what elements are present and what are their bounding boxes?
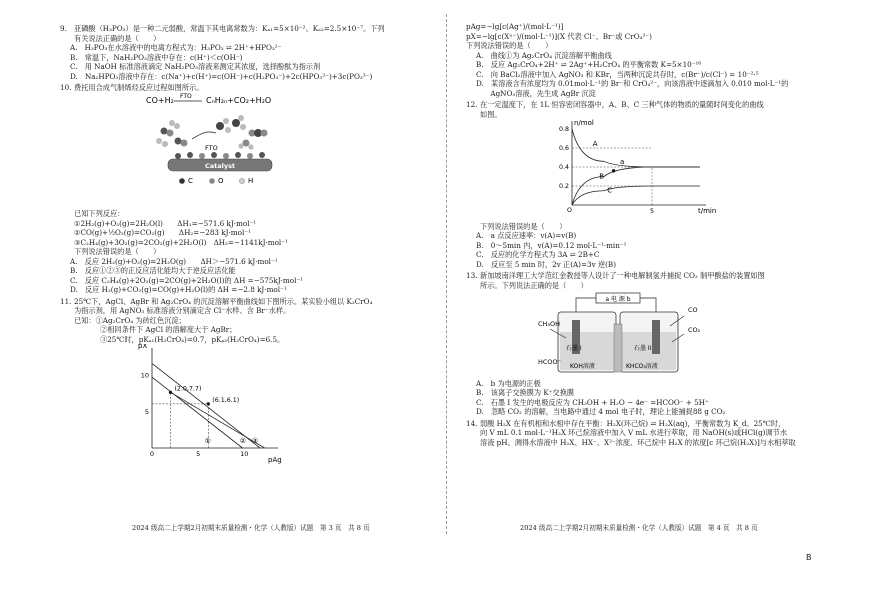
question-12 [466,100,818,269]
equation-right: CₙH₂ₙ+CO₂+H₂O [206,95,272,105]
electrolysis-apparatus [466,290,818,376]
x-tick-label: 5 [649,208,655,215]
definition-pag: pAg=−lg[c(Ag⁺)/(mol·L⁻¹)] [466,22,564,31]
reactant-molecules [156,120,188,147]
reaction-3: ③C₂H₄(g)+3O₂(g)=2CO₂(g)+2H₂O(l) ΔH₃=−1141kJ·mol⁻¹ [74,237,288,247]
option-a: A. 反应 2H₂(g)+O₂(g)=2H₂O(g) ΔH＞−571.6 kJ·mol⁻¹ [70,256,278,266]
figure-fto-label: FTO [205,143,218,152]
option-d: D. 反应至 5 min 时，2v 正(A)=3v 逆(B) [476,259,617,269]
question-stem: 在一定温度下，在 1L 恒容密闭容器中，A、B、C 三种气体的物质的量随时间变化的曲线 [480,100,764,109]
catalyst-label: Catalyst [204,161,236,170]
series-label-c: C [607,186,613,195]
power-source-label: a 电 源 b [605,296,631,303]
reaction-2: ②CO(g)+½O₂(g)=CO₂(g) ΔH₂=−283 kJ·mol⁻¹ [74,228,251,237]
electrode-right-label: 石墨 II [634,345,652,352]
equation-left: CO+H₂ [146,95,174,105]
right-gas-co: CO [688,306,698,314]
y-tick-label: 0.4 [558,164,569,171]
question-13 [466,271,818,417]
definition-px: pX=−lg[c(Xⁿ⁻)/(mol·L⁻¹)](X 代表 Cl⁻、Br⁻或 CrO₄²⁻) [466,31,652,41]
process-arrow [192,131,216,138]
question-number: 11. [60,296,72,306]
option-d-continued: AgNO₃溶液，先生成 AgBr 沉淀 [476,88,596,98]
option-c: C. 石墨 I 发生的电极反应为 CH₃OH + H₂O − 4e⁻ =HCOO⁻ + 5H⁺ [476,397,709,407]
legend-carbon-marker [179,178,185,184]
point-a-marker [612,169,615,172]
option-b: B. 反应 Ag₂CrO₄+2H⁺ ⇌ 2Ag⁺+H₂CrO₄ 的平衡常数 K=5×10⁻¹⁶ [476,60,702,69]
option-c: C. 反应 C₂H₄(g)+2O₂(g)=2CO(g)+2H₂O(l)的 ΔH =−575kJ·mol⁻¹ [70,275,304,285]
mole-time-chart [552,119,722,219]
product-molecules [216,115,268,150]
column-divider [446,14,447,534]
question-number: 12. [466,100,478,109]
known-2: ②相同条件下 AgCl 的溶解度大于 AgBr； [100,325,237,334]
legend-oxygen: O [218,176,224,185]
question-stem: 溶液 pH。测得水溶液中 H₂X、HX⁻、X²⁻浓度、环己烷中 H₂X 的浓度[c 环己烷(H₂X)]与水相萃取 [480,437,796,447]
point-b-marker [207,402,210,405]
question-14 [466,419,818,448]
y-tick-label: 10 [140,371,149,380]
series-line [572,186,700,205]
question-number: 10. [60,83,72,92]
option-a: A. b 为电源的正极 [476,378,541,388]
right-gas-co2: CO₂ [688,326,701,334]
chart-point-b-label: (6.1,6.1) [212,396,240,404]
question-stem: 如图。 [480,109,502,119]
x-tick-label: 10 [240,450,249,458]
question-11 [60,297,432,467]
option-c: C. 向 BaCl₂溶液中加入 AgNO₃ 和 KBr，当两种沉淀共存时，c(Br⁻)/c(Cl⁻) = 10⁻²·⁵ [476,69,759,79]
question-stem: 25℃下，AgCl、AgBr 和 Ag₂CrO₄ 的沉淀溶解平衡曲线如下图所示。某实验小组以 K₂CrO₄ [74,296,373,306]
chart-x-label: pAg [268,456,282,464]
question-stem: 向 V mL 0.1 mol·L⁻¹H₂X 环己烷溶液中加入 V mL 水进行萃取，用 NaOH(s)或HCl(g)调节水 [480,428,788,437]
option-d: D. 反应 H₂(g)+CO₂(g)=CO(g)+H₂O(l)的 ΔH =−2.8 kJ·mol⁻¹ [70,285,287,294]
curve-label-2: ② [239,437,246,445]
reaction-1: ①2H₂(g)+O₂(g)=2H₂O(l) ΔH₁=−571.6 kJ·mol⁻¹ [74,218,257,228]
left-column [60,22,432,467]
x-tick-label: 5 [196,450,201,458]
left-input-label: CH₃OH [538,320,561,328]
chart-x-label: t/min [698,207,717,215]
page-mark: B [806,553,812,562]
legend-hydrogen-marker [239,178,245,184]
known-reactions-intro: 已知下列反应： [74,209,125,218]
question-stem: 为指示剂，用 AgNO₃ 标准溶液分别滴定含 Cl⁻水样、含 Br⁻水样。 [74,306,291,315]
solubility-chart [130,344,290,464]
option-c: C. 用 NaOH 标准溶液滴定 NaH₂PO₃溶液来测定其浓度，选择酚酞为指示剂 [70,62,321,71]
question-stem: 亚磷酸（H₃PO₃）是一种二元弱酸，常温下其电离常数为：Kₐ₁=5×10⁻²、Kₐ₂=2.5×10⁻⁷。下列 [74,24,385,33]
chart-y-label: n/mol [574,119,594,127]
option-a: A. H₃PO₃在水溶液中的电离方程式为：H₃PO₃ ⇌ 2H⁺+HPO₃²⁻ [70,43,282,52]
point-a-label: a [620,158,625,167]
question-stem: 费托用合成气制烯烃反应过程如图所示。 [74,83,204,92]
y-tick-label: 0.6 [558,145,569,152]
series-label-b: B [599,172,605,181]
curve-label-3: ③ [251,437,258,445]
option-b: B. 0～5min 内，v(A)=0.12 mol·L⁻¹·min⁻¹ [476,240,627,250]
exchange-membrane [614,324,622,372]
option-d: D. Na₂HPO₃溶液中存在：c(Na⁺)+c(H⁺)=c(OH⁻)+c(H₂PO₃⁻)+2c(HPO₃²⁻)+3c(PO₃³⁻) [70,71,373,81]
option-a: A. a 点反应速率：v(A)=v(B) [476,231,577,240]
left-output-label: HCOO⁻ [538,358,562,366]
question-10 [60,83,432,295]
y-tick-label: 0.2 [558,183,569,190]
right-column [466,22,818,447]
option-b: B. 常温下，NaH₂PO₃溶液中存在：c(H⁺)＜c(OH⁻) [70,52,243,62]
x-tick-label: 0 [149,450,155,458]
curve-label-1: ① [204,437,211,445]
known-3: ③25℃时，pKₐ₁(H₂CrO₄)=0.7，pKₐ₂(H₂CrO₄)=6.5。 [100,334,285,344]
question-stem: 新加坡南洋理工大学范红金教授等人设计了一种电解制氢并捕捉 CO₂ 制甲酸盐的装置如图 [480,271,765,280]
footer-right: 2024 级高二上学期2月初期末质量检测・化学（人教版）试题 第 4 页 共 8 页 [520,524,758,532]
question-9 [60,24,432,81]
question-ask: 下列说法错误的是（ ） [480,221,567,231]
footer-left: 2024 级高二上学期2月初期末质量检测・化学（人教版）试题 第 3 页 共 8 页 [132,524,370,532]
chart-y-label: pX [138,344,148,350]
right-solution-label: KHCO₃溶液 [626,363,658,370]
question-number: 9. [60,24,67,33]
catalyst-surface-particles [175,152,265,159]
y-tick-label: 0.8 [558,126,569,133]
question-stem: 弱酸 H₂X 在有机相和水相中存在平衡：H₂X(环己烷) ⇌ H₂X(aq)，平衡常数为 K_d。25℃时， [480,418,786,428]
chart-lines [152,363,265,448]
electrode-right [652,320,660,354]
y-tick-label: 5 [144,407,149,416]
option-d: D. 忽略 CO₂ 的溶解，当电路中通过 4 mol 电子时，理论上能捕捉88 g CO₂ [476,407,726,416]
option-d: D. 某溶液含有浓度均为 0.01mol·L⁻¹的 Br⁻和 CrO₄²⁻，向该溶液中逐滴加入 0.010 mol·L⁻¹的 [476,79,789,88]
legend-hydrogen: H [248,176,254,185]
option-b: B. 该离子交换膜为 K⁺交换膜 [476,388,575,397]
question-11-continued [466,22,818,98]
option-b: B. 反应①②③的正反应活化能均大于逆反应活化能 [70,266,236,275]
option-c: C. 反应的化学方程式为 3A ⇌ 2B+C [476,250,600,259]
origin-label: O [567,207,572,214]
known-1: 已知：①Ag₂CrO₄ 为砖红色沉淀； [74,315,186,325]
question-ask: 下列说法错误的是（ ） [466,41,553,50]
question-number: 14. [466,418,478,428]
option-a: A. 曲线①为 Ag₂CrO₄ 沉淀溶解平衡曲线 [476,50,612,60]
legend-oxygen-marker [209,178,215,184]
question-ask: 下列说法错误的是（ ） [74,247,161,256]
question-number: 13. [466,271,478,280]
question-stem: 所示。下列说法正确的是（ ） [480,280,588,290]
fto-reaction-figure [60,93,432,207]
electrode-left-label: 石墨 I [566,345,582,352]
point-a-marker [169,391,172,394]
chart-point-a-label: (2.0,7.7) [174,385,202,393]
question-stem: 有关说法正确的是（ ） [74,33,161,43]
equation-condition: FTO [180,92,192,100]
series-label-a: A [592,140,598,149]
legend-carbon: C [188,176,193,185]
left-solution-label: KOH溶液 [570,363,595,370]
chart-axes [572,121,706,205]
